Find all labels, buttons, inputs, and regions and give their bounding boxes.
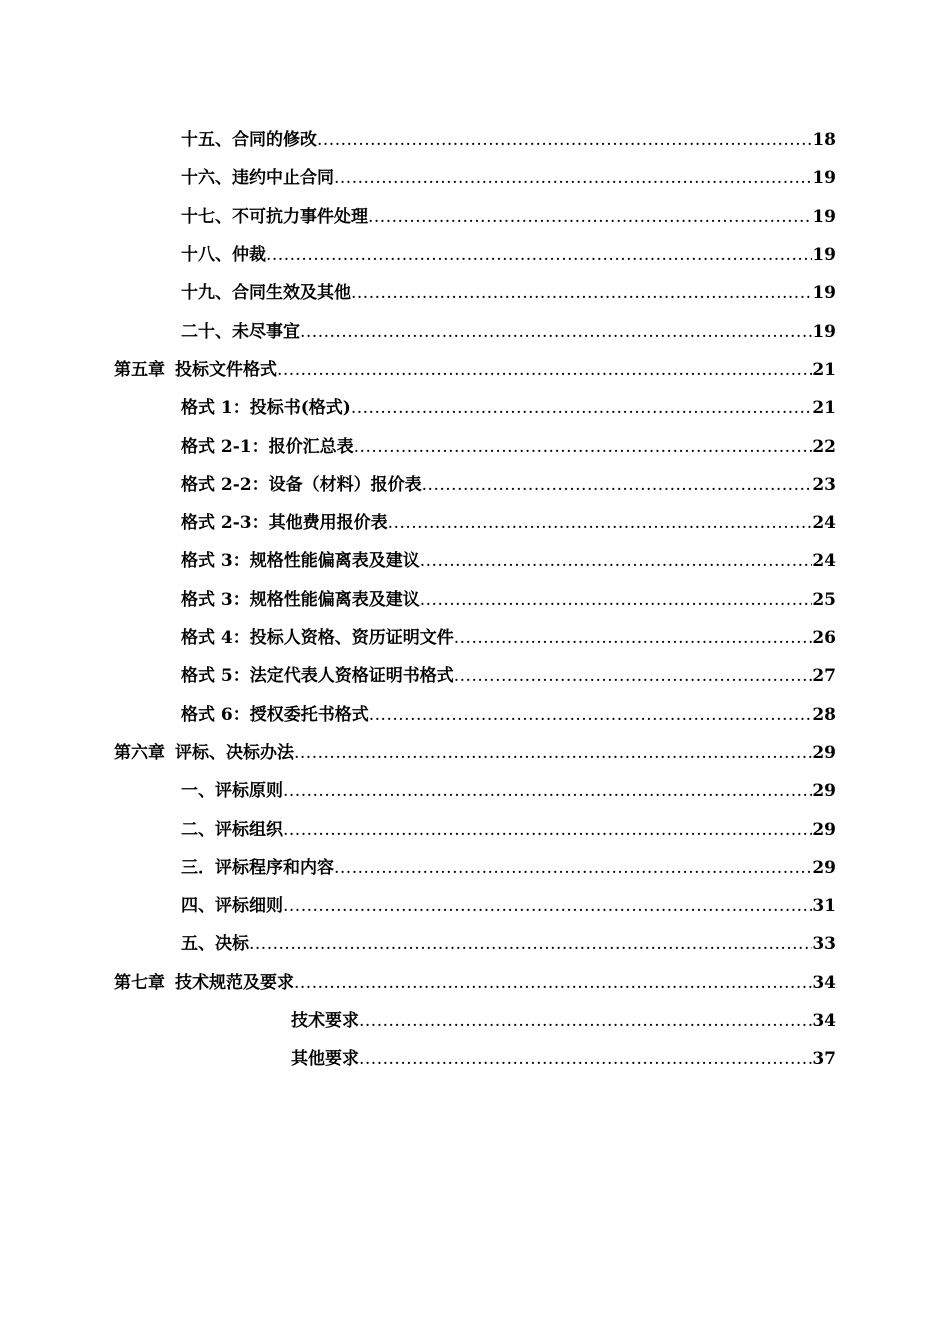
toc-chapter-title: 评标、决标办法: [175, 743, 294, 763]
toc-page-number: 29: [812, 781, 836, 801]
toc-page-number: 37: [812, 1049, 836, 1069]
toc-entry-label: 格式 2-1：报价汇总表: [181, 437, 354, 457]
toc-chapter-entry[interactable]: [114, 971, 836, 995]
toc-dot-leader: [294, 741, 812, 765]
toc-page-number: 34: [812, 1011, 836, 1031]
toc-page-number: 21: [812, 360, 836, 380]
toc-chapter-title: 技术规范及要求: [175, 973, 294, 993]
toc-page-number: 19: [812, 283, 836, 303]
toc-dot-leader: [454, 664, 813, 688]
toc-entry-label: [114, 358, 277, 382]
toc-entry[interactable]: [181, 396, 836, 420]
toc-chapter-number: 第五章: [114, 360, 165, 380]
toc-entry-label: 格式 3：规格性能偏离表及建议: [181, 551, 420, 571]
toc-entry[interactable]: [181, 779, 836, 803]
toc-entry-label: 格式 6：授权委托书格式: [181, 705, 369, 725]
toc-entry-label: 二十、未尽事宜: [181, 322, 300, 342]
toc-dot-leader: [388, 511, 813, 535]
toc-entry-label: 三．评标程序和内容: [181, 858, 334, 878]
toc-dot-leader: [420, 549, 813, 573]
toc-entry-label: 十七、不可抗力事件处理: [181, 207, 368, 227]
toc-page-number: 29: [812, 820, 836, 840]
toc-entry[interactable]: [181, 549, 836, 573]
toc-entry[interactable]: [181, 473, 836, 497]
toc-entry[interactable]: [181, 320, 836, 344]
toc-entry[interactable]: [291, 1009, 836, 1033]
toc-page-number: 29: [812, 743, 836, 763]
toc-dot-leader: [317, 128, 812, 152]
toc-page-number: 33: [812, 934, 836, 954]
toc-entry-label: 格式 3：规格性能偏离表及建议: [181, 590, 420, 610]
toc-dot-leader: [351, 281, 812, 305]
toc-dot-leader: [283, 818, 812, 842]
toc-page-number: 31: [812, 896, 836, 916]
toc-entry-label: 十五、合同的修改: [181, 130, 317, 150]
toc-dot-leader: [359, 1009, 812, 1033]
toc-entry-label: 格式 4：投标人资格、资历证明文件: [181, 628, 454, 648]
toc-page-number: 24: [812, 551, 836, 571]
toc-entry[interactable]: [181, 166, 836, 190]
toc-dot-leader: [334, 856, 812, 880]
toc-entry[interactable]: [181, 626, 836, 650]
toc-dot-leader: [369, 703, 813, 727]
toc-dot-leader: [334, 166, 812, 190]
toc-entry-label: 技术要求: [291, 1011, 359, 1031]
toc-page-number: 26: [812, 628, 836, 648]
toc-entry[interactable]: [181, 205, 836, 229]
toc-page-number: 34: [812, 973, 836, 993]
toc-page-number: 19: [812, 322, 836, 342]
toc-page-number: 22: [812, 437, 836, 457]
toc-page-number: 19: [812, 207, 836, 227]
toc-entry[interactable]: [181, 281, 836, 305]
toc-page-number: 18: [812, 130, 836, 150]
toc-chapter-entry[interactable]: [114, 358, 836, 382]
toc-entry-label: 十六、违约中止合同: [181, 168, 334, 188]
toc-dot-leader: [420, 588, 813, 612]
toc-entry-label: 格式 2-3：其他费用报价表: [181, 513, 388, 533]
toc-dot-leader: [294, 971, 812, 995]
toc-entry[interactable]: [181, 932, 836, 956]
toc-entry-label: 四、评标细则: [181, 896, 283, 916]
toc-chapter-entry[interactable]: [114, 741, 836, 765]
toc-page-number: 19: [812, 245, 836, 265]
toc-entry[interactable]: [181, 818, 836, 842]
toc-page-number: 21: [812, 398, 836, 418]
toc-dot-leader: [283, 779, 812, 803]
toc-entry-label: 格式 5：法定代表人资格证明书格式: [181, 666, 454, 686]
toc-entry[interactable]: [291, 1047, 836, 1071]
toc-dot-leader: [249, 932, 812, 956]
toc-dot-leader: [277, 358, 812, 382]
toc-dot-leader: [300, 320, 812, 344]
toc-dot-leader: [266, 243, 812, 267]
toc-page-number: 24: [812, 513, 836, 533]
toc-entry[interactable]: [181, 894, 836, 918]
toc-page-number: 23: [812, 475, 836, 495]
toc-entry-label: [114, 741, 294, 765]
toc-entry[interactable]: [181, 243, 836, 267]
toc-entry-label: 五、决标: [181, 934, 249, 954]
toc-chapter-number: 第六章: [114, 743, 165, 763]
toc-chapter-title: 投标文件格式: [175, 360, 277, 380]
toc-entry[interactable]: [181, 511, 836, 535]
toc-dot-leader: [368, 205, 812, 229]
toc-dot-leader: [351, 396, 812, 420]
toc-chapter-number: 第七章: [114, 973, 165, 993]
toc-page-number: 27: [812, 666, 836, 686]
toc-entry[interactable]: [181, 664, 836, 688]
toc-page-number: 19: [812, 168, 836, 188]
toc-entry[interactable]: [181, 435, 836, 459]
toc-dot-leader: [422, 473, 813, 497]
toc-entry-label: 格式 1：投标书(格式): [181, 398, 351, 418]
toc-entry-label: [114, 971, 294, 995]
toc-entry[interactable]: [181, 703, 836, 727]
toc-entry[interactable]: [181, 588, 836, 612]
toc-entry-label: 二、评标组织: [181, 820, 283, 840]
toc-dot-leader: [354, 435, 813, 459]
toc-page-number: 29: [812, 858, 836, 878]
toc-entry[interactable]: [181, 128, 836, 152]
toc-entry-label: 十九、合同生效及其他: [181, 283, 351, 303]
toc-dot-leader: [283, 894, 812, 918]
toc-entry-label: 一、评标原则: [181, 781, 283, 801]
toc-page-number: 28: [812, 705, 836, 725]
toc-entry-label: 十八、仲裁: [181, 245, 266, 265]
toc-page-number: 25: [812, 590, 836, 610]
toc-dot-leader: [454, 626, 813, 650]
toc-entry-label: 格式 2-2：设备（材料）报价表: [181, 475, 422, 495]
toc-entry-label: 其他要求: [291, 1049, 359, 1069]
toc-dot-leader: [359, 1047, 812, 1071]
toc-entry[interactable]: [181, 856, 836, 880]
